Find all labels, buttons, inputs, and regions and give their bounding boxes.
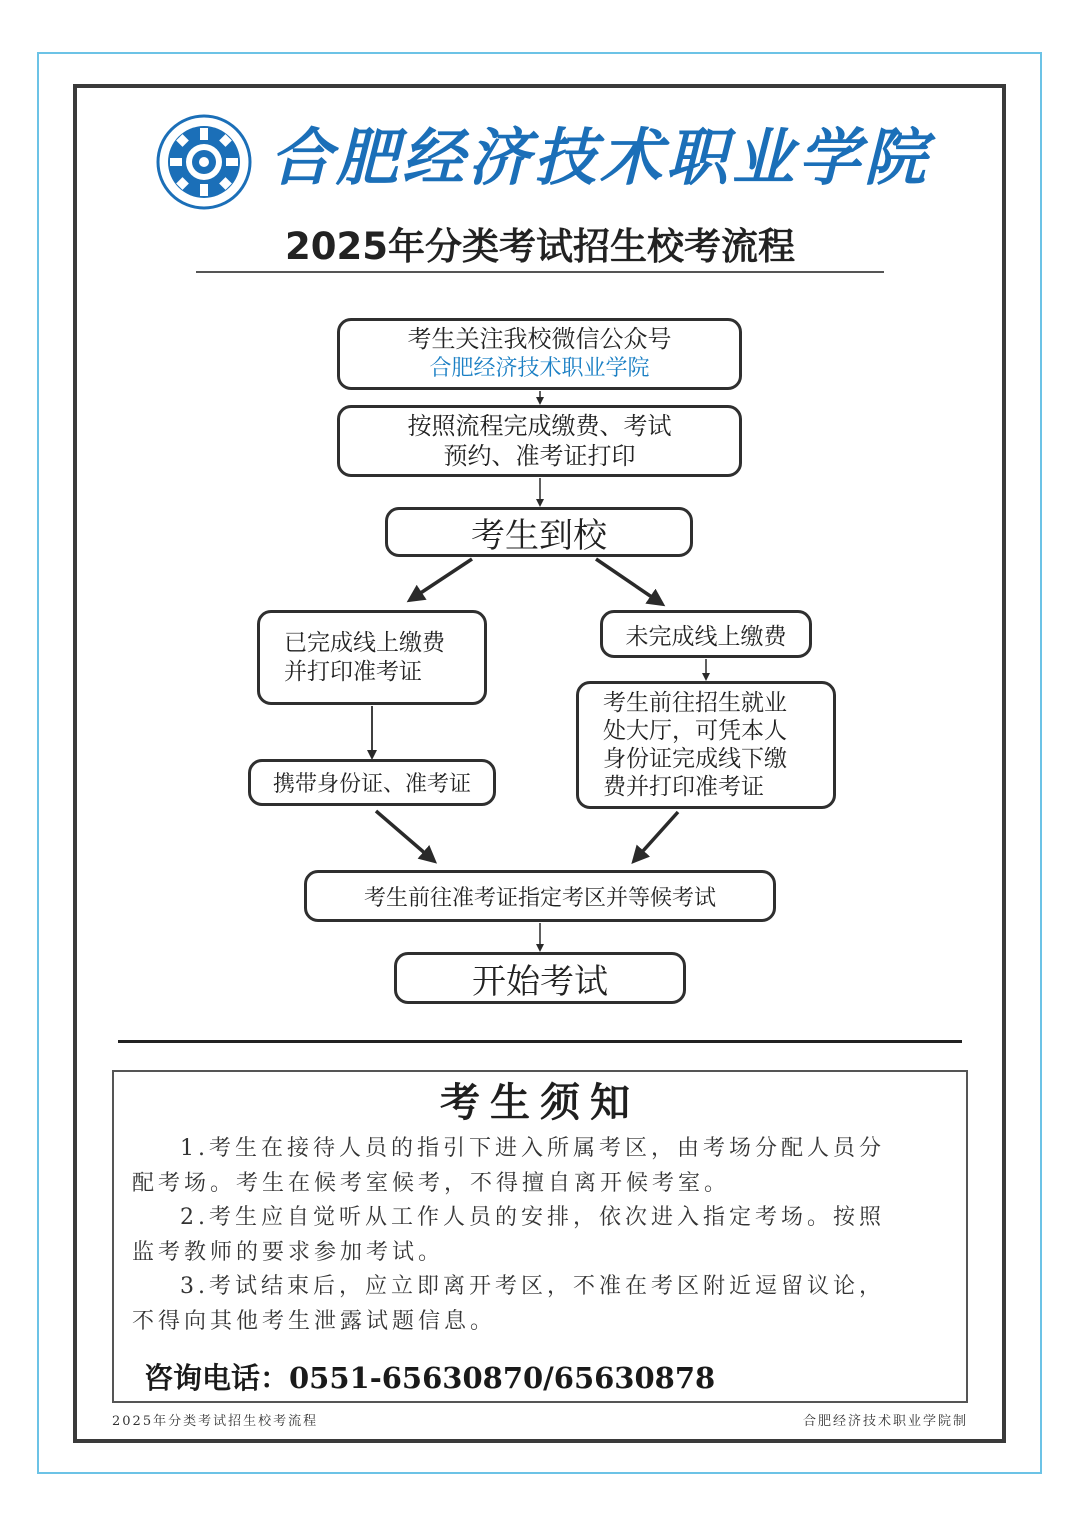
contact-phone: 咨询电话：0551-65630870/65630878 xyxy=(144,1361,716,1395)
flow-step-pay-and-print xyxy=(337,405,742,477)
school-name: 合肥经济技术职业学院 xyxy=(270,121,931,194)
merge-step-text: 考生前往准考证指定考区并等候考试 xyxy=(363,885,716,911)
right-next-line3: 身份证完成线下缴 xyxy=(603,746,787,772)
flow-step-bring-id xyxy=(248,759,496,806)
right-next-line1: 考生前往招生就业 xyxy=(603,690,787,716)
notice-body xyxy=(132,1132,892,1339)
flow-step-offline-payment xyxy=(576,681,836,809)
right-next-line4: 费并打印准考证 xyxy=(603,774,764,800)
step3-text: 考生到校 xyxy=(471,515,607,556)
step1-text: 考生关注我校微信公众号 xyxy=(407,325,672,353)
left-next-text: 携带身份证、准考证 xyxy=(272,772,471,797)
flow-step-start-exam xyxy=(394,952,686,1004)
school-logo-icon xyxy=(156,114,252,210)
notice-title: 考生须知 xyxy=(440,1079,640,1126)
right-branch-text: 未完成线上缴费 xyxy=(625,623,787,650)
flow-branch-paid-online xyxy=(257,610,487,705)
flow-step-wait-exam xyxy=(304,870,776,922)
notice-panel xyxy=(112,1070,968,1403)
left-branch-line1: 已完成线上缴费 xyxy=(284,629,445,656)
step2-line1: 按照流程完成缴费、考试 xyxy=(407,412,672,440)
flow-branch-not-paid xyxy=(600,610,812,658)
footer-left-caption: 2025年分类考试招生校考流程 xyxy=(112,1414,319,1429)
left-branch-line2: 并打印准考证 xyxy=(284,658,422,685)
flow-step-arrive xyxy=(385,507,693,557)
page-title: 2025年分类考试招生校考流程 xyxy=(285,225,795,268)
notice-item-2: 2.考生应自觉听从工作人员的安排，依次进入指定考场。按照监考教师的要求参加考试。 xyxy=(132,1205,885,1265)
step1-account-name: 合肥经济技术职业学院 xyxy=(429,356,650,381)
footer-right-caption: 合肥经济技术职业学院制 xyxy=(802,1414,968,1429)
step2-line2: 预约、准考证打印 xyxy=(443,442,636,470)
section-divider xyxy=(118,1040,962,1043)
right-next-line2: 处大厅，可凭本人 xyxy=(603,718,787,744)
flow-step-follow-wechat xyxy=(337,318,742,390)
title-underline xyxy=(196,271,884,273)
final-step-text: 开始考试 xyxy=(472,961,608,1002)
notice-item-3: 3.考试结束后，应立即离开考区，不准在考区附近逗留议论，不得向其他考生泄露试题信息。 xyxy=(132,1274,885,1334)
notice-item-1: 1.考生在接待人员的指引下进入所属考区，由考场分配人员分配考场。考生在候考室候考，不得擅自离开候考室。 xyxy=(132,1136,885,1196)
